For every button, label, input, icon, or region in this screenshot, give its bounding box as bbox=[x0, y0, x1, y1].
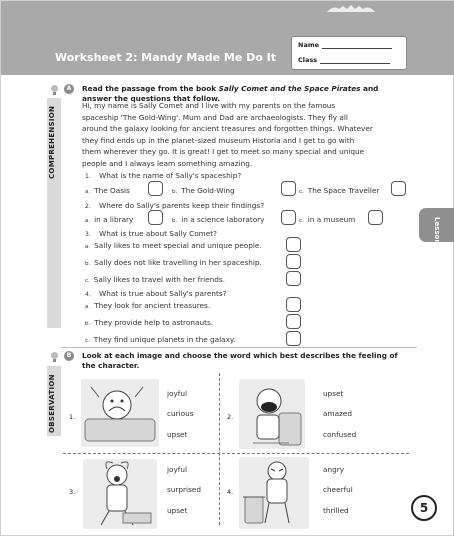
question-text: What is true about Sally's parents? bbox=[99, 289, 227, 298]
passage-line: spaceship 'The Gold-Wing'. Mum and Dad are archaeologists. They fly all bbox=[82, 112, 348, 122]
feeling-option[interactable]: amazed bbox=[323, 409, 353, 418]
q4-checkbox-c[interactable] bbox=[286, 331, 301, 346]
class-row bbox=[298, 56, 390, 64]
question-1 bbox=[85, 171, 241, 180]
comprehension-label: COMPREHENSION bbox=[48, 105, 56, 179]
question-number: 2. bbox=[85, 203, 91, 210]
name-field[interactable] bbox=[322, 48, 392, 49]
page-number: 5 bbox=[411, 495, 437, 521]
series-logo bbox=[325, 4, 377, 14]
class-field[interactable] bbox=[320, 63, 390, 64]
worksheet-header bbox=[1, 1, 454, 75]
feeling-option[interactable]: upset bbox=[167, 506, 188, 515]
lightbulb-icon bbox=[50, 84, 59, 96]
passage-line: people and I always learn something amazing. bbox=[82, 158, 253, 168]
q2-option-a: a. in a library bbox=[85, 215, 134, 224]
q2-option-c: c. in a museum bbox=[299, 215, 356, 224]
question-number: 4. bbox=[85, 291, 91, 298]
q3-option-b: b. Sally does not like travelling in her spaceship. bbox=[85, 258, 262, 267]
q4-checkbox-b[interactable] bbox=[286, 314, 301, 329]
worksheet-title: Worksheet 2: Mandy Made Me Do It bbox=[55, 51, 277, 64]
question-text: What is true about Sally Comet? bbox=[99, 229, 217, 238]
feeling-option[interactable]: angry bbox=[323, 465, 345, 474]
q3-option-c: c. Sally likes to travel with her friends. bbox=[85, 275, 226, 284]
lesson-label: Lesson 32 bbox=[433, 217, 441, 257]
character-image-4 bbox=[239, 457, 309, 529]
character-image-3 bbox=[83, 459, 157, 529]
character-image-2 bbox=[239, 379, 305, 449]
question-text: Where do Sally's parents keep their findings? bbox=[99, 201, 265, 210]
q4-option-a: a. They look for ancient treasures. bbox=[85, 301, 211, 310]
feeling-option[interactable]: joyful bbox=[167, 465, 188, 474]
intro-book-title: Sally Comet and the Space Pirates bbox=[218, 84, 361, 93]
reading-passage bbox=[82, 100, 412, 169]
q4-option-b: b. They provide help to astronauts. bbox=[85, 318, 214, 327]
lesson-tab bbox=[419, 208, 454, 257]
q1-option-b: b. The Gold-Wing bbox=[172, 186, 235, 195]
question-text: What is the name of Sally's spaceship? bbox=[99, 171, 242, 180]
q3-checkbox-c[interactable] bbox=[286, 271, 301, 286]
passage-line: Hi, my name is Sally Comet and I live with my parents on the famous bbox=[82, 101, 336, 110]
q2-checkbox-a[interactable] bbox=[148, 210, 163, 225]
section-b-intro bbox=[82, 351, 398, 371]
question-4 bbox=[85, 289, 227, 298]
intro-line1: Look at each image and choose the word which best describes the feeling of bbox=[82, 351, 398, 360]
q1-option-a: a. The Oasis bbox=[85, 186, 130, 195]
q3-option-a: a. Sally likes to meet special and unique people. bbox=[85, 241, 262, 250]
q2-checkbox-b[interactable] bbox=[281, 210, 296, 225]
q3-checkbox-b[interactable] bbox=[286, 254, 301, 269]
lightbulb-icon bbox=[50, 351, 59, 363]
intro-prefix: Read the passage from the book bbox=[82, 84, 219, 93]
feeling-option[interactable]: thrilled bbox=[323, 506, 349, 515]
item-number: 2. bbox=[227, 413, 234, 421]
name-row bbox=[298, 41, 392, 49]
grid-divider-vertical bbox=[219, 373, 220, 525]
question-number: 1. bbox=[85, 173, 91, 180]
q1-checkbox-b[interactable] bbox=[281, 181, 296, 196]
feeling-option[interactable]: upset bbox=[323, 389, 344, 398]
q3-checkbox-a[interactable] bbox=[286, 237, 301, 252]
intro-line2: answer the questions that follow. bbox=[82, 94, 221, 103]
item-number: 4. bbox=[227, 488, 234, 496]
name-class-box bbox=[291, 36, 407, 70]
question-3 bbox=[85, 229, 217, 238]
q1-checkbox-a[interactable] bbox=[148, 181, 163, 196]
question-2 bbox=[85, 201, 264, 210]
question-number: 3. bbox=[85, 231, 91, 238]
section-b-badge: B bbox=[64, 351, 74, 361]
q2-checkbox-c[interactable] bbox=[368, 210, 383, 225]
intro-suffix: and bbox=[360, 84, 379, 93]
section-divider bbox=[61, 347, 417, 348]
passage-line: they find ends up in the planet-sized museum Historia and I get to go with bbox=[82, 135, 355, 145]
q1-checkbox-c[interactable] bbox=[391, 181, 406, 196]
grid-divider-horizontal bbox=[63, 453, 409, 454]
q4-option-c: c. They find unique planets in the galaxy. bbox=[85, 335, 236, 344]
character-image-1 bbox=[81, 379, 159, 447]
name-label: Name bbox=[298, 41, 320, 49]
feeling-option[interactable]: curious bbox=[167, 409, 194, 418]
feeling-option[interactable]: cheerful bbox=[323, 485, 353, 494]
intro-line2: the character. bbox=[82, 361, 140, 370]
q2-option-b: b. in a science laboratory bbox=[172, 215, 265, 224]
q1-option-c: c. The Space Traveller bbox=[299, 186, 380, 195]
feeling-option[interactable]: confused bbox=[323, 430, 357, 439]
section-a-badge: A bbox=[64, 84, 74, 94]
feeling-option[interactable]: surprised bbox=[167, 485, 202, 494]
passage-line: them wherever they go. It is great! I get to meet so many special and unique bbox=[82, 147, 365, 156]
feeling-option[interactable]: upset bbox=[167, 430, 188, 439]
class-label: Class bbox=[298, 56, 318, 64]
feeling-option[interactable]: joyful bbox=[167, 389, 188, 398]
observation-label: OBSERVATION bbox=[48, 374, 56, 433]
passage-line: around the galaxy looking for ancient treasures and forgotten things. Whatever bbox=[82, 124, 373, 133]
item-number: 3. bbox=[69, 488, 76, 496]
item-number: 1. bbox=[69, 413, 76, 421]
q4-checkbox-a[interactable] bbox=[286, 297, 301, 312]
